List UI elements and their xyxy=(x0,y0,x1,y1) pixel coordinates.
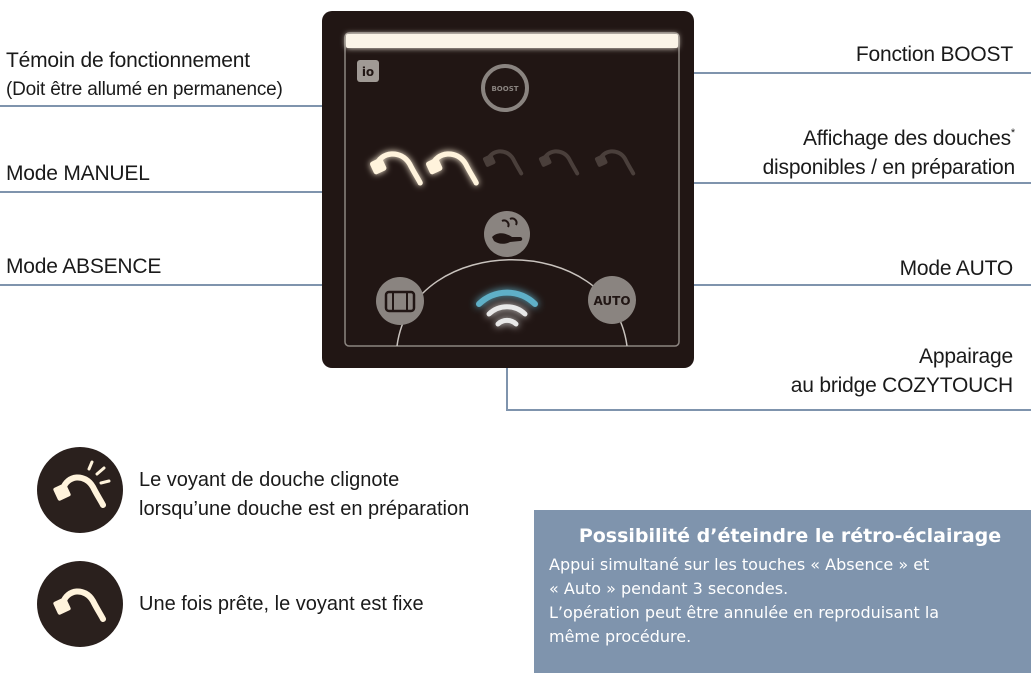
label-appairage xyxy=(791,342,1013,400)
legend-blinking-line2: lorsqu’une douche est en préparation xyxy=(139,498,470,520)
status-light-bar xyxy=(346,34,678,48)
info-box-body xyxy=(549,553,1021,649)
control-panel xyxy=(322,11,694,368)
info-box-line4: même procédure. xyxy=(549,627,692,646)
label-douches-line2: disponibles / en préparation xyxy=(762,156,1015,179)
wifi-pairing-icon[interactable] xyxy=(479,293,535,324)
info-box-title: Possibilité d’éteindre le rétro-éclairage xyxy=(578,525,1002,547)
shower-indicators xyxy=(370,151,633,183)
label-douches xyxy=(763,119,1015,182)
fixed-shower-icon xyxy=(37,561,123,647)
label-appairage-line2: au bridge COZYTOUCH xyxy=(790,374,1013,397)
absence-mode-button[interactable] xyxy=(376,277,424,325)
boost-button[interactable] xyxy=(483,66,527,110)
blinking-shower-icon xyxy=(37,447,123,533)
panel-graphics xyxy=(322,11,694,368)
io-logo-icon xyxy=(357,60,379,82)
label-manuel: Mode MANUEL xyxy=(6,162,150,185)
legend-fixed-text: Une fois prête, le voyant est fixe xyxy=(139,593,424,615)
label-auto: Mode AUTO xyxy=(899,257,1013,280)
label-temoin-line1: Témoin de fonctionnement xyxy=(6,49,250,72)
shower-indicator-lit xyxy=(370,154,420,183)
label-appairage-line1: Appairage xyxy=(919,345,1013,368)
info-box-line3: L’opération peut être annulée en reproduisant la xyxy=(549,603,940,622)
shower-indicator-lit xyxy=(426,154,476,183)
boost-button-label: BOOST xyxy=(491,85,519,93)
legend-blinking-text xyxy=(139,466,469,524)
info-box xyxy=(534,510,1031,673)
label-temoin-line2: (Doit être allumé en permanence) xyxy=(6,79,283,100)
label-douches-star: * xyxy=(1010,127,1015,139)
info-box-line1: Appui simultané sur les touches « Absence » et xyxy=(549,555,930,574)
shower-indicator-off xyxy=(483,151,521,173)
shower-indicator-off xyxy=(539,151,577,173)
label-absence: Mode ABSENCE xyxy=(6,255,162,278)
label-temoin xyxy=(6,46,283,104)
label-douches-line1: Affichage des douches xyxy=(803,127,1011,150)
label-boost: Fonction BOOST xyxy=(855,43,1013,66)
shower-indicator-off xyxy=(595,151,633,173)
io-logo-text: io xyxy=(361,65,375,79)
legend-blinking-line1: Le voyant de douche clignote xyxy=(139,469,400,491)
auto-mode-button[interactable] xyxy=(588,276,636,324)
manuel-mode-button[interactable] xyxy=(484,211,530,257)
info-box-line2: « Auto » pendant 3 secondes. xyxy=(549,579,789,598)
auto-button-label: AUTO xyxy=(593,294,631,308)
